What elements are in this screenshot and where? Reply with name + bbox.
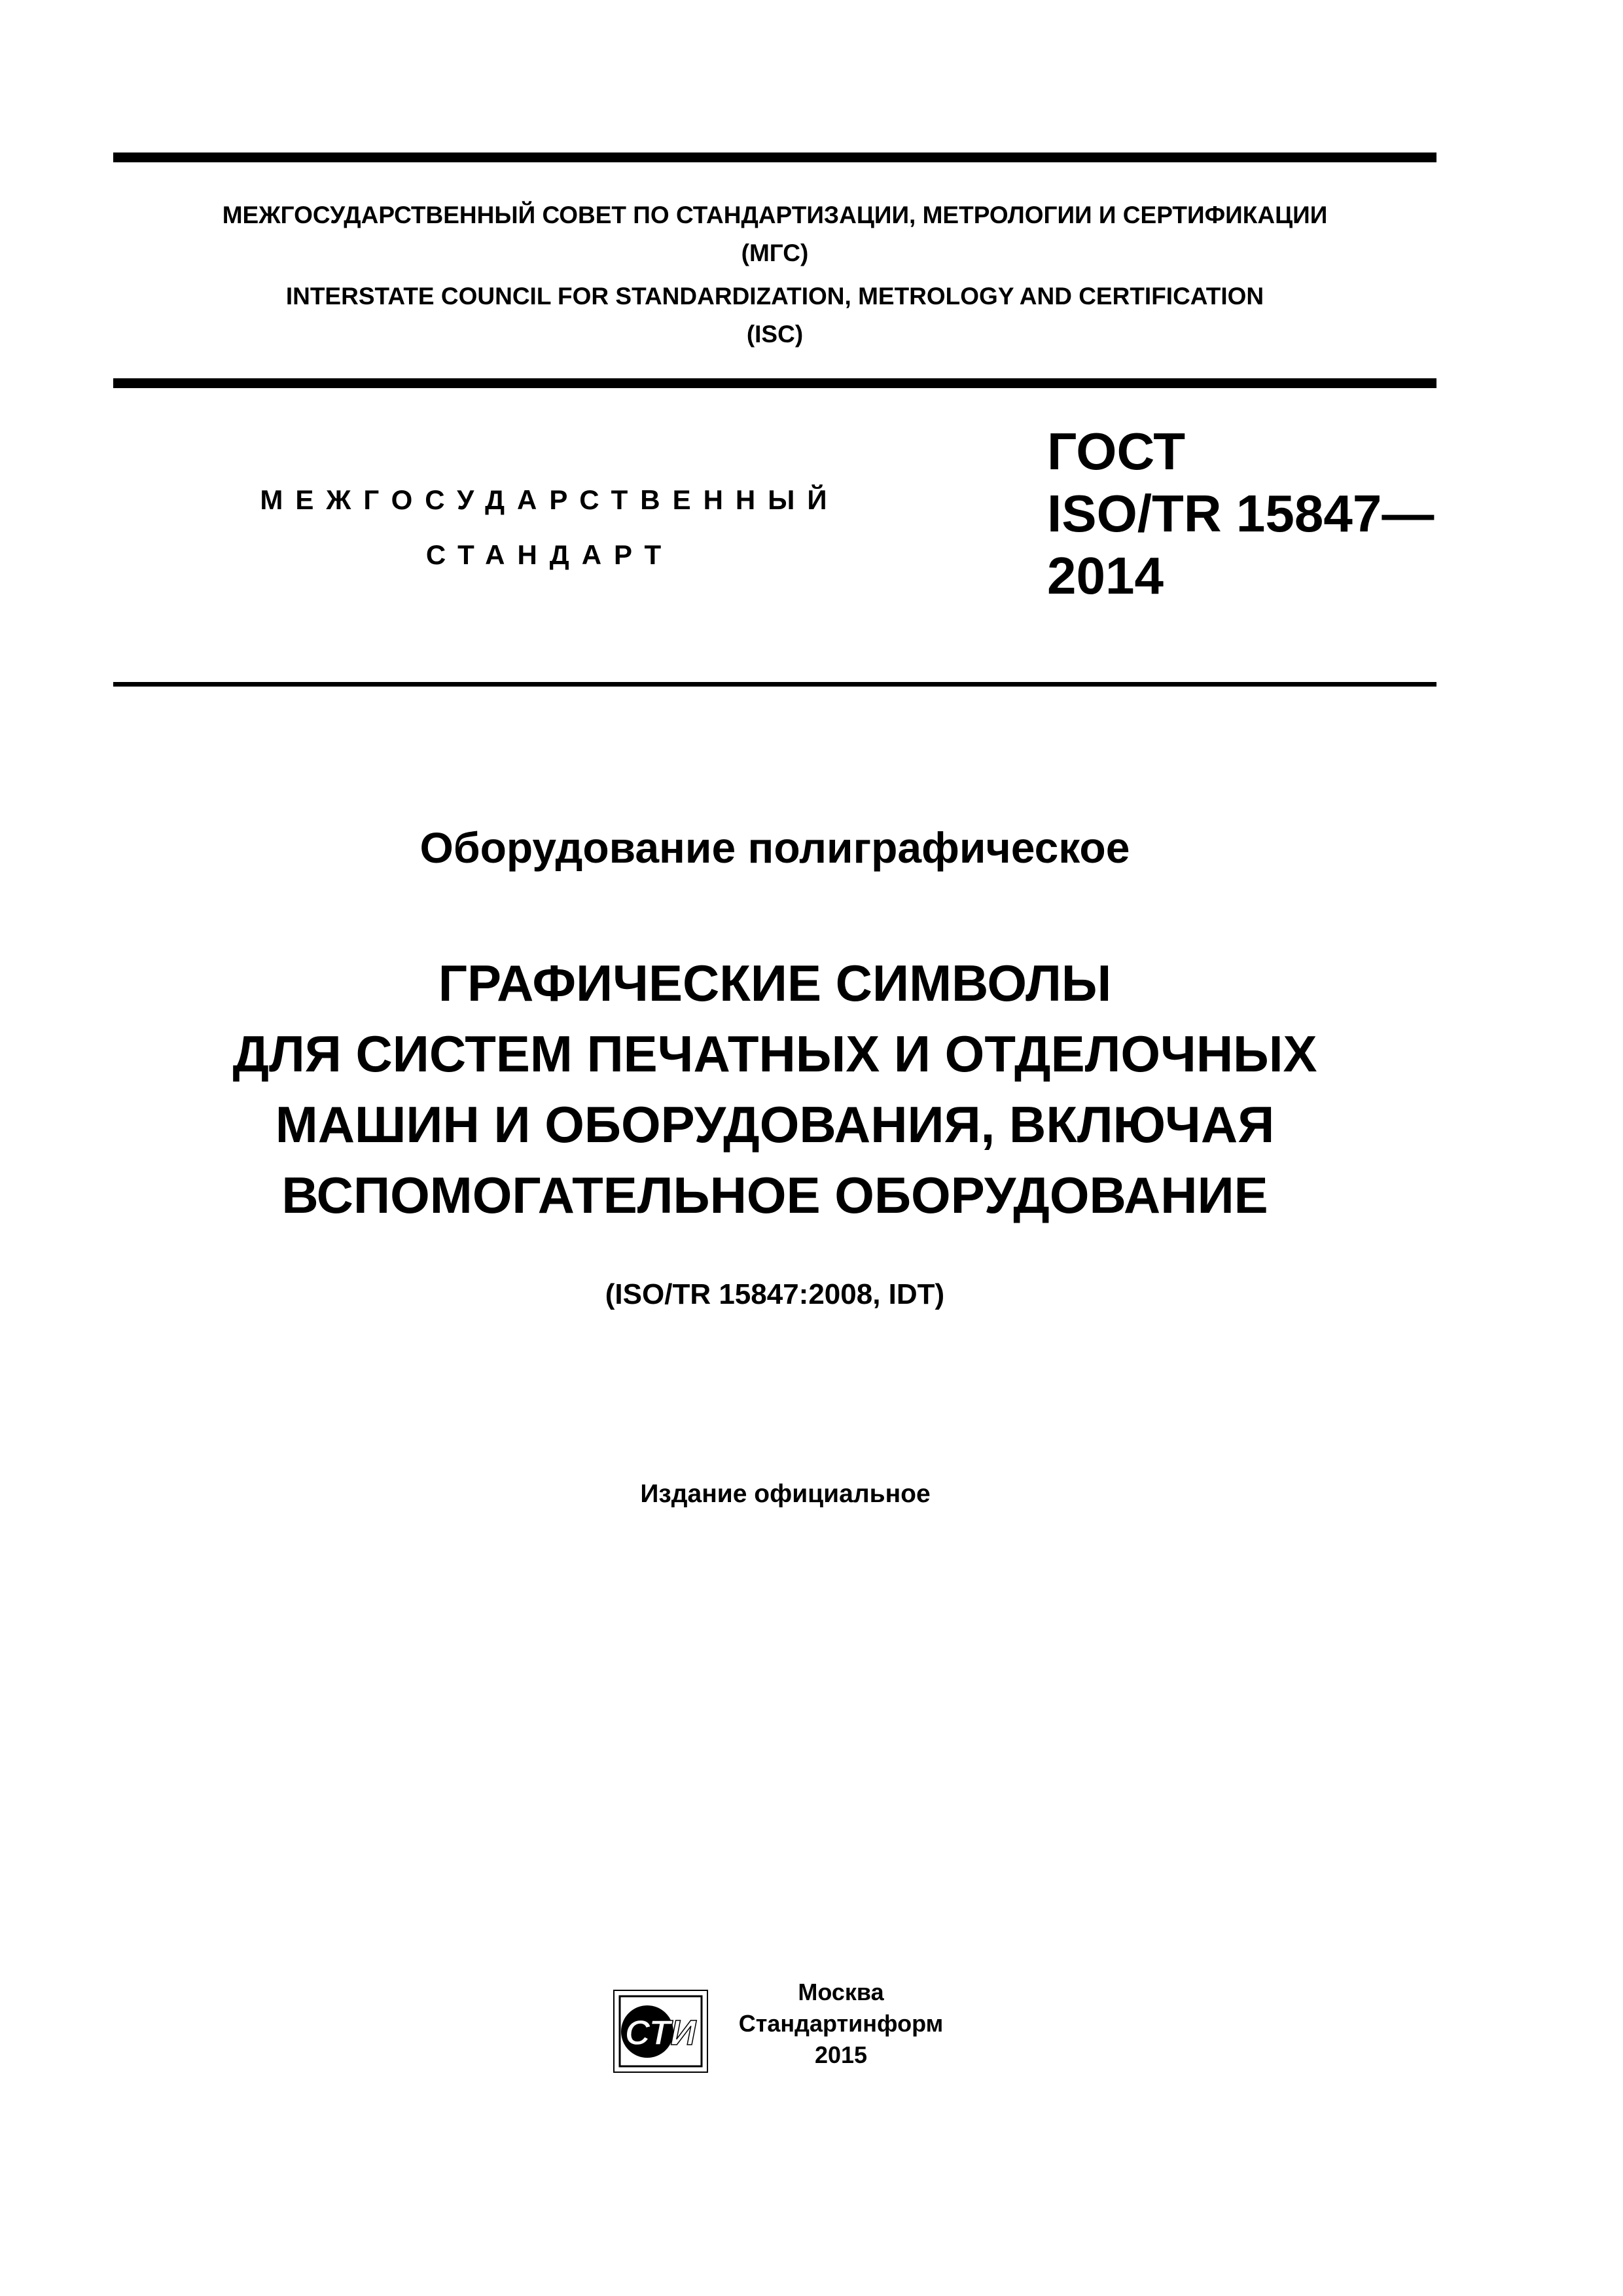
standard-type-line2: СТАНДАРТ (425, 539, 674, 570)
council-name-ru (113, 196, 1436, 272)
document-subtitle: Оборудование полиграфическое (419, 823, 1130, 872)
standartinform-logo-icon (613, 1990, 708, 2073)
designation-line1: ГОСТ (1047, 422, 1186, 480)
publisher-info (730, 1977, 952, 2071)
designation-line2: ISO/TR 15847— (1047, 484, 1435, 543)
standard-type-line1: МЕЖГОСУДАРСТВЕННЫЙ (260, 484, 840, 515)
header-bottom-rule (113, 378, 1436, 388)
idt-reference: (ISO/TR 15847:2008, IDT) (605, 1278, 945, 1310)
council-name-en (113, 278, 1436, 353)
document-main-title (113, 948, 1436, 1230)
publisher-name: Стандартинформ (738, 2010, 944, 2037)
council-name-ru-line1: МЕЖГОСУДАРСТВЕННЫЙ СОВЕТ ПО СТАНДАРТИЗАЦИИ, МЕТРОЛОГИИ И СЕРТИФИКАЦИИ (222, 202, 1328, 228)
council-name-en-line1: INTERSTATE COUNCIL FOR STANDARDIZATION, METROLOGY AND CERTIFICATION (285, 283, 1264, 310)
main-title-line: МАШИН И ОБОРУДОВАНИЯ, ВКЛЮЧАЯ (275, 1096, 1275, 1153)
publisher-city: Москва (798, 1979, 884, 2005)
council-abbr-ru: (МГС) (741, 240, 809, 266)
standard-type (249, 473, 851, 583)
top-rule (113, 152, 1436, 162)
publication-year: 2015 (814, 2041, 868, 2068)
standard-designation (1047, 420, 1453, 607)
main-title-line: ДЛЯ СИСТЕМ ПЕЧАТНЫХ И ОТДЕЛОЧНЫХ (232, 1025, 1317, 1083)
designation-line3: 2014 (1047, 547, 1164, 605)
edition-note: Издание официальное (640, 1480, 931, 1508)
main-title-line: ГРАФИЧЕСКИЕ СИМВОЛЫ (438, 954, 1112, 1012)
logo-text: СТИ (624, 2013, 696, 2053)
council-abbr-en: (ISC) (746, 321, 804, 348)
designation-bottom-rule (113, 682, 1436, 687)
main-title-line: ВСПОМОГАТЕЛЬНОЕ ОБОРУДОВАНИЕ (281, 1166, 1268, 1224)
